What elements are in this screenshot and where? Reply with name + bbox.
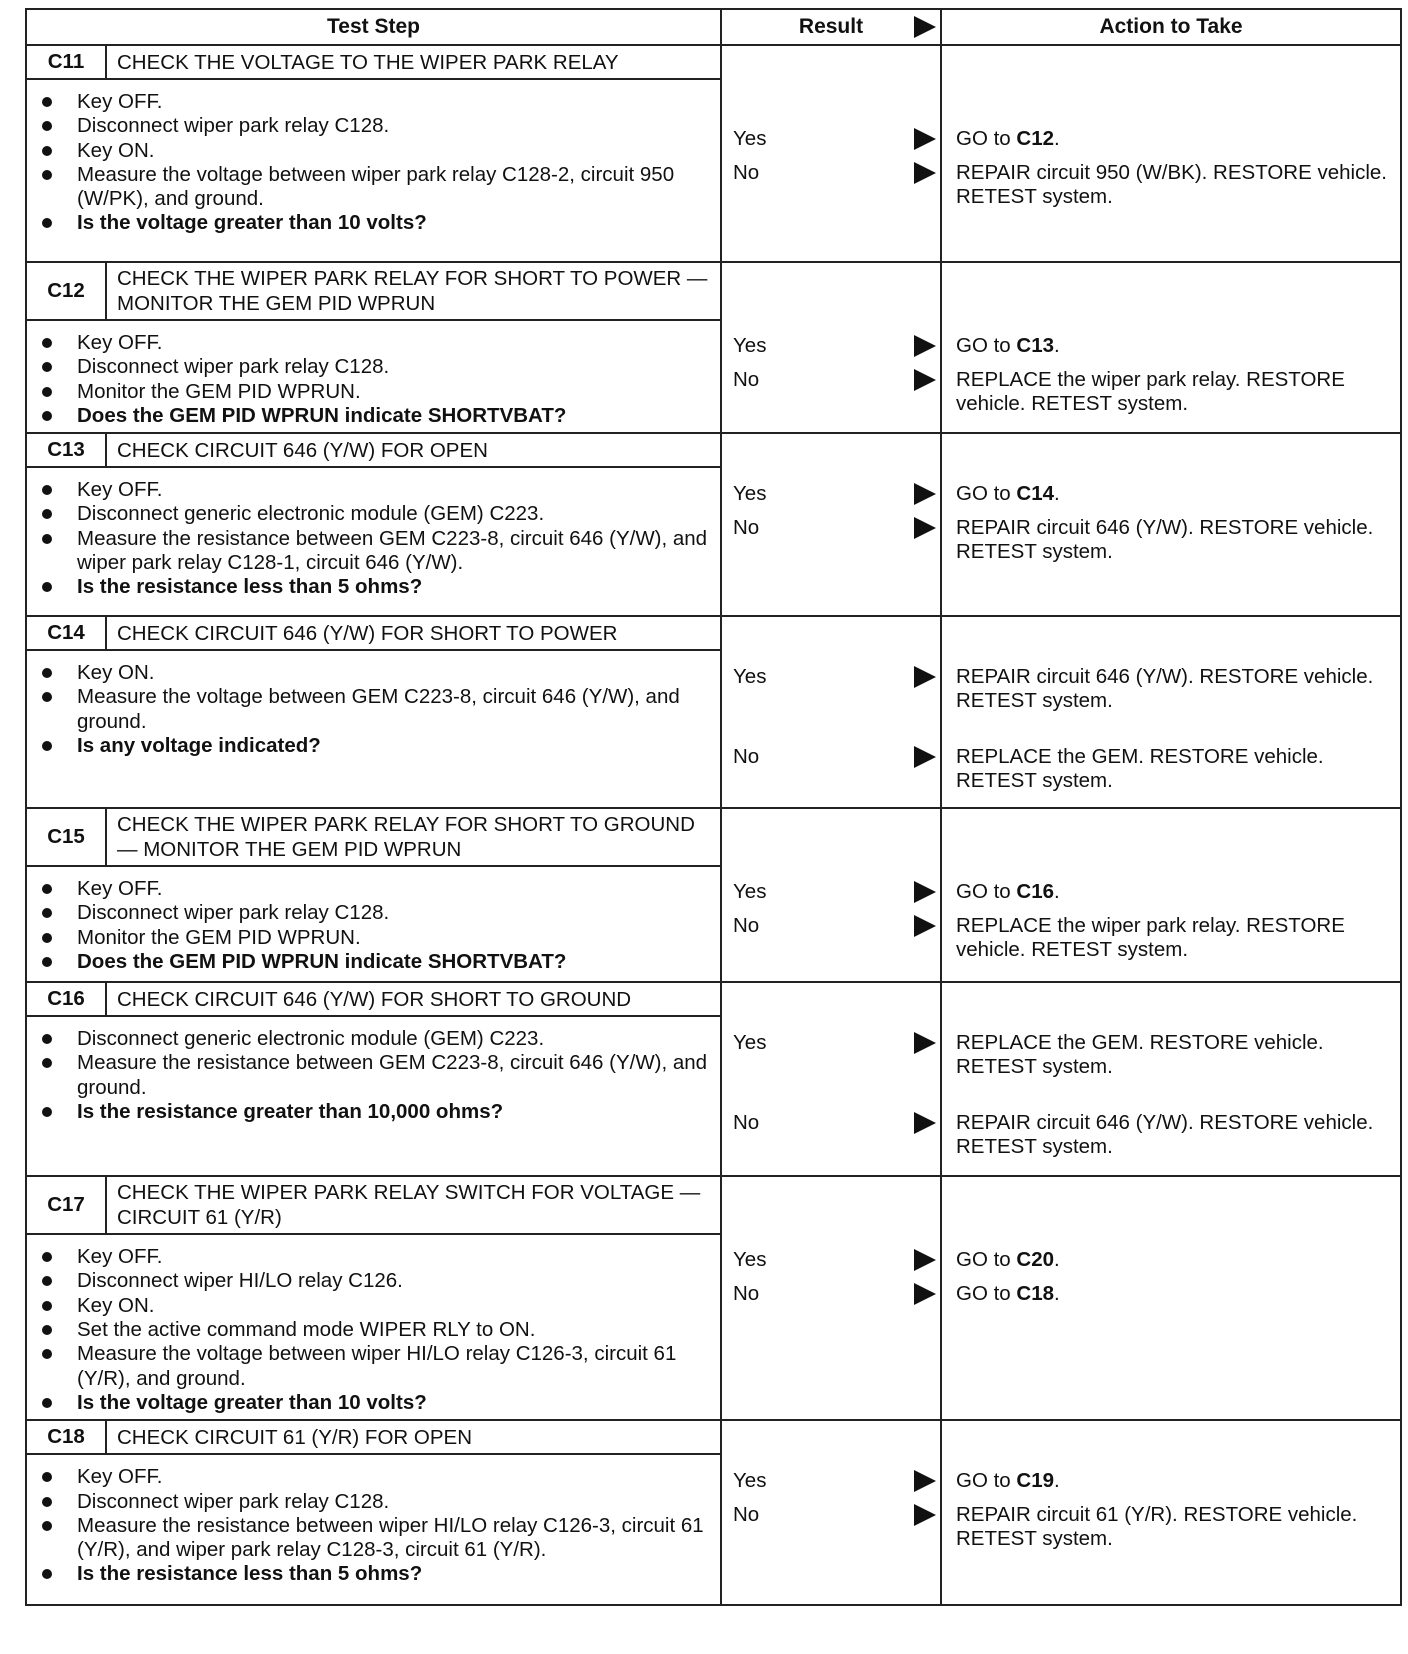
instruction-list [27, 877, 720, 974]
result-label: Yes [733, 334, 767, 357]
arrow-right-icon [914, 128, 936, 150]
step-instructions [26, 320, 721, 433]
list-item: Key ON. [39, 1294, 720, 1318]
step-instructions [26, 467, 721, 616]
list-item: Disconnect wiper park relay C128. [39, 355, 720, 379]
action-text-suffix: . [1054, 1248, 1060, 1272]
step-reference: C16 [1016, 880, 1054, 904]
list-item: Disconnect wiper park relay C128. [39, 901, 720, 925]
arrow-right-icon [914, 1470, 936, 1492]
arrow-right-icon [914, 517, 936, 539]
step-instructions [26, 79, 721, 262]
action-text-main: REPLACE the GEM. RESTORE vehicle. RETEST system. [956, 745, 1324, 793]
step-question: Is the resistance less than 5 ohms? [39, 575, 720, 599]
result-header-label: Result [798, 15, 864, 38]
list-item: Key OFF. [39, 877, 720, 901]
action-text [956, 880, 1390, 904]
step-question: Is the voltage greater than 10 volts? [39, 211, 720, 235]
step-instructions [26, 1234, 721, 1420]
step-question: Does the GEM PID WPRUN indicate SHORTVBAT? [39, 950, 720, 974]
step-id: C16 [26, 982, 106, 1016]
list-item: Measure the voltage between wiper park relay C128-2, circuit 950 (W/PK), and ground. [39, 163, 720, 212]
step-id: C17 [26, 1176, 106, 1234]
list-item: Monitor the GEM PID WPRUN. [39, 380, 720, 404]
list-item: Key OFF. [39, 90, 720, 114]
step-title: CHECK THE VOLTAGE TO THE WIPER PARK RELAY [106, 45, 721, 79]
action-text [956, 1469, 1390, 1493]
list-item: Key OFF. [39, 478, 720, 502]
arrow-right-icon [914, 335, 936, 357]
result-label: Yes [733, 482, 767, 506]
action-text-main: GO to [956, 482, 1017, 506]
step-reference: C18 [1016, 1282, 1054, 1306]
action-text [956, 1248, 1390, 1272]
list-item: Key OFF. [39, 1245, 720, 1269]
step-header-row [26, 45, 1401, 79]
action-cell [941, 433, 1401, 616]
table-body [26, 45, 1401, 1605]
action-text-main: GO to [956, 1469, 1017, 1493]
action-text [956, 127, 1390, 151]
action-cell [941, 808, 1401, 982]
step-header-row [26, 808, 1401, 866]
list-item: Monitor the GEM PID WPRUN. [39, 926, 720, 950]
action-text-suffix: . [1054, 880, 1060, 904]
table-header-row [26, 9, 1401, 45]
action-text-main: REPAIR circuit 646 (Y/W). RESTORE vehicle. RETEST system. [956, 516, 1374, 564]
step-title: CHECK THE WIPER PARK RELAY FOR SHORT TO POWER — MONITOR THE GEM PID WPRUN [106, 262, 721, 320]
action-text [956, 914, 1390, 962]
instruction-list [27, 1465, 720, 1586]
list-item: Disconnect wiper park relay C128. [39, 114, 720, 138]
action-text [956, 368, 1390, 416]
list-item: Key ON. [39, 661, 720, 685]
list-item: Key ON. [39, 139, 720, 163]
result-label: No [733, 1282, 760, 1306]
action-cell [941, 982, 1401, 1176]
arrow-right-icon [914, 483, 936, 505]
action-text [956, 1031, 1390, 1079]
arrow-right-icon [914, 1504, 936, 1526]
step-title: CHECK CIRCUIT 646 (Y/W) FOR SHORT TO GROUND [106, 982, 721, 1016]
step-reference: C20 [1016, 1248, 1054, 1272]
action-text-suffix: . [1054, 482, 1060, 506]
result-cell [721, 616, 941, 808]
action-cell [941, 1176, 1401, 1420]
result-label: Yes [733, 1248, 767, 1272]
arrow-right-icon [914, 1249, 936, 1271]
result-cell [721, 262, 941, 433]
action-text-main: REPAIR circuit 646 (Y/W). RESTORE vehicle. RETEST system. [956, 1111, 1374, 1159]
action-text [956, 516, 1390, 564]
arrow-right-icon [914, 666, 936, 688]
step-reference: C14 [1016, 482, 1054, 506]
result-label: Yes [733, 1469, 767, 1493]
action-text-suffix: . [1054, 1469, 1060, 1493]
result-label: Yes [733, 127, 767, 150]
step-instructions [26, 1016, 721, 1176]
action-text-main: REPAIR circuit 61 (Y/R). RESTORE vehicle. RETEST system. [956, 1503, 1358, 1551]
action-header: Action to Take [941, 9, 1401, 45]
action-text-suffix: . [1054, 1282, 1060, 1306]
step-header-row [26, 262, 1401, 320]
step-reference: C19 [1016, 1469, 1054, 1493]
action-text [956, 1111, 1390, 1159]
result-label: No [733, 161, 760, 184]
action-text [956, 745, 1390, 793]
result-cell [721, 1176, 941, 1420]
arrow-right-icon [914, 16, 936, 38]
action-text-main: REPLACE the GEM. RESTORE vehicle. RETEST system. [956, 1031, 1324, 1079]
step-header-row [26, 982, 1401, 1016]
step-question: Is the resistance greater than 10,000 ohms? [39, 1100, 720, 1124]
result-cell [721, 433, 941, 616]
action-text [956, 482, 1390, 506]
action-text-main: GO to [956, 1248, 1017, 1272]
result-header [721, 9, 941, 45]
action-text [956, 1503, 1390, 1551]
action-text-main: GO to [956, 880, 1017, 904]
instruction-list [27, 331, 720, 428]
action-text-main: REPLACE the wiper park relay. RESTORE vehicle. RETEST system. [956, 368, 1345, 415]
step-title: CHECK CIRCUIT 61 (Y/R) FOR OPEN [106, 1420, 721, 1454]
result-cell [721, 1420, 941, 1605]
action-text-main: GO to [956, 334, 1017, 357]
list-item: Key OFF. [39, 331, 720, 355]
step-question: Is any voltage indicated? [39, 734, 720, 758]
action-text-suffix: . [1054, 127, 1060, 150]
action-text-main: GO to [956, 127, 1017, 150]
step-id: C13 [26, 433, 106, 467]
step-reference: C13 [1016, 334, 1054, 357]
action-text [956, 665, 1390, 713]
action-cell [941, 1420, 1401, 1605]
arrow-right-icon [914, 881, 936, 903]
instruction-list [27, 1027, 720, 1124]
list-item: Disconnect wiper HI/LO relay C126. [39, 1269, 720, 1293]
step-title: CHECK CIRCUIT 646 (Y/W) FOR SHORT TO POWER [106, 616, 721, 650]
result-label: No [733, 914, 760, 938]
arrow-right-icon [914, 1032, 936, 1054]
result-label: No [733, 745, 760, 769]
step-question: Is the resistance less than 5 ohms? [39, 1562, 720, 1586]
instruction-list [27, 661, 720, 758]
action-text-main: REPAIR circuit 950 (W/BK). RESTORE vehicle. RETEST system. [956, 161, 1387, 208]
action-text-main: REPAIR circuit 646 (Y/W). RESTORE vehicle. RETEST system. [956, 665, 1374, 713]
test-step-header: Test Step [26, 9, 721, 45]
step-instructions [26, 866, 721, 982]
list-item: Measure the resistance between wiper HI/LO relay C126-3, circuit 61 (Y/R), and wiper park relay C128-3, circuit 61 (Y/R). [39, 1514, 720, 1563]
action-text-main: REPLACE the wiper park relay. RESTORE vehicle. RETEST system. [956, 914, 1345, 962]
step-id: C18 [26, 1420, 106, 1454]
step-id: C14 [26, 616, 106, 650]
step-question: Does the GEM PID WPRUN indicate SHORTVBAT? [39, 404, 720, 428]
step-title: CHECK THE WIPER PARK RELAY SWITCH FOR VOLTAGE — CIRCUIT 61 (Y/R) [106, 1176, 721, 1234]
action-text-main: GO to [956, 1282, 1017, 1306]
list-item: Set the active command mode WIPER RLY to ON. [39, 1318, 720, 1342]
result-cell [721, 982, 941, 1176]
list-item: Disconnect generic electronic module (GEM) C223. [39, 502, 720, 526]
result-label: Yes [733, 1031, 767, 1055]
result-label: No [733, 368, 760, 391]
action-text-suffix: . [1054, 334, 1060, 357]
arrow-right-icon [914, 915, 936, 937]
result-cell [721, 808, 941, 982]
result-label: Yes [733, 880, 767, 904]
step-reference: C12 [1016, 127, 1054, 150]
result-label: No [733, 1503, 760, 1527]
action-cell [941, 262, 1401, 433]
step-header-row [26, 1420, 1401, 1454]
step-instructions [26, 650, 721, 808]
list-item: Measure the voltage between GEM C223-8, circuit 646 (Y/W), and ground. [39, 685, 720, 734]
action-text [956, 161, 1390, 209]
step-id: C12 [26, 262, 106, 320]
arrow-right-icon [914, 1283, 936, 1305]
list-item: Measure the resistance between GEM C223-8, circuit 646 (Y/W), and ground. [39, 1051, 720, 1100]
result-label: No [733, 1111, 760, 1135]
step-header-row [26, 433, 1401, 467]
arrow-right-icon [914, 369, 936, 391]
step-instructions [26, 1454, 721, 1605]
instruction-list [27, 478, 720, 599]
result-label: Yes [733, 665, 767, 689]
step-title: CHECK CIRCUIT 646 (Y/W) FOR OPEN [106, 433, 721, 467]
action-text [956, 334, 1390, 358]
test-step-table [25, 8, 1402, 1606]
step-header-row [26, 616, 1401, 650]
action-cell [941, 616, 1401, 808]
instruction-list [27, 90, 720, 236]
result-cell [721, 45, 941, 262]
list-item: Measure the voltage between wiper HI/LO relay C126-3, circuit 61 (Y/R), and ground. [39, 1342, 720, 1391]
list-item: Key OFF. [39, 1465, 720, 1489]
step-title: CHECK THE WIPER PARK RELAY FOR SHORT TO GROUND — MONITOR THE GEM PID WPRUN [106, 808, 721, 866]
action-cell [941, 45, 1401, 262]
arrow-right-icon [914, 162, 936, 184]
action-text [956, 1282, 1390, 1306]
arrow-right-icon [914, 1112, 936, 1134]
arrow-right-icon [914, 746, 936, 768]
step-header-row [26, 1176, 1401, 1234]
step-id: C11 [26, 45, 106, 79]
list-item: Measure the resistance between GEM C223-8, circuit 646 (Y/W), and wiper park relay C128-1, circuit 646 (Y/W). [39, 527, 720, 576]
step-question: Is the voltage greater than 10 volts? [39, 1391, 720, 1415]
list-item: Disconnect generic electronic module (GEM) C223. [39, 1027, 720, 1051]
step-id: C15 [26, 808, 106, 866]
list-item: Disconnect wiper park relay C128. [39, 1490, 720, 1514]
instruction-list [27, 1245, 720, 1415]
result-label: No [733, 516, 760, 540]
